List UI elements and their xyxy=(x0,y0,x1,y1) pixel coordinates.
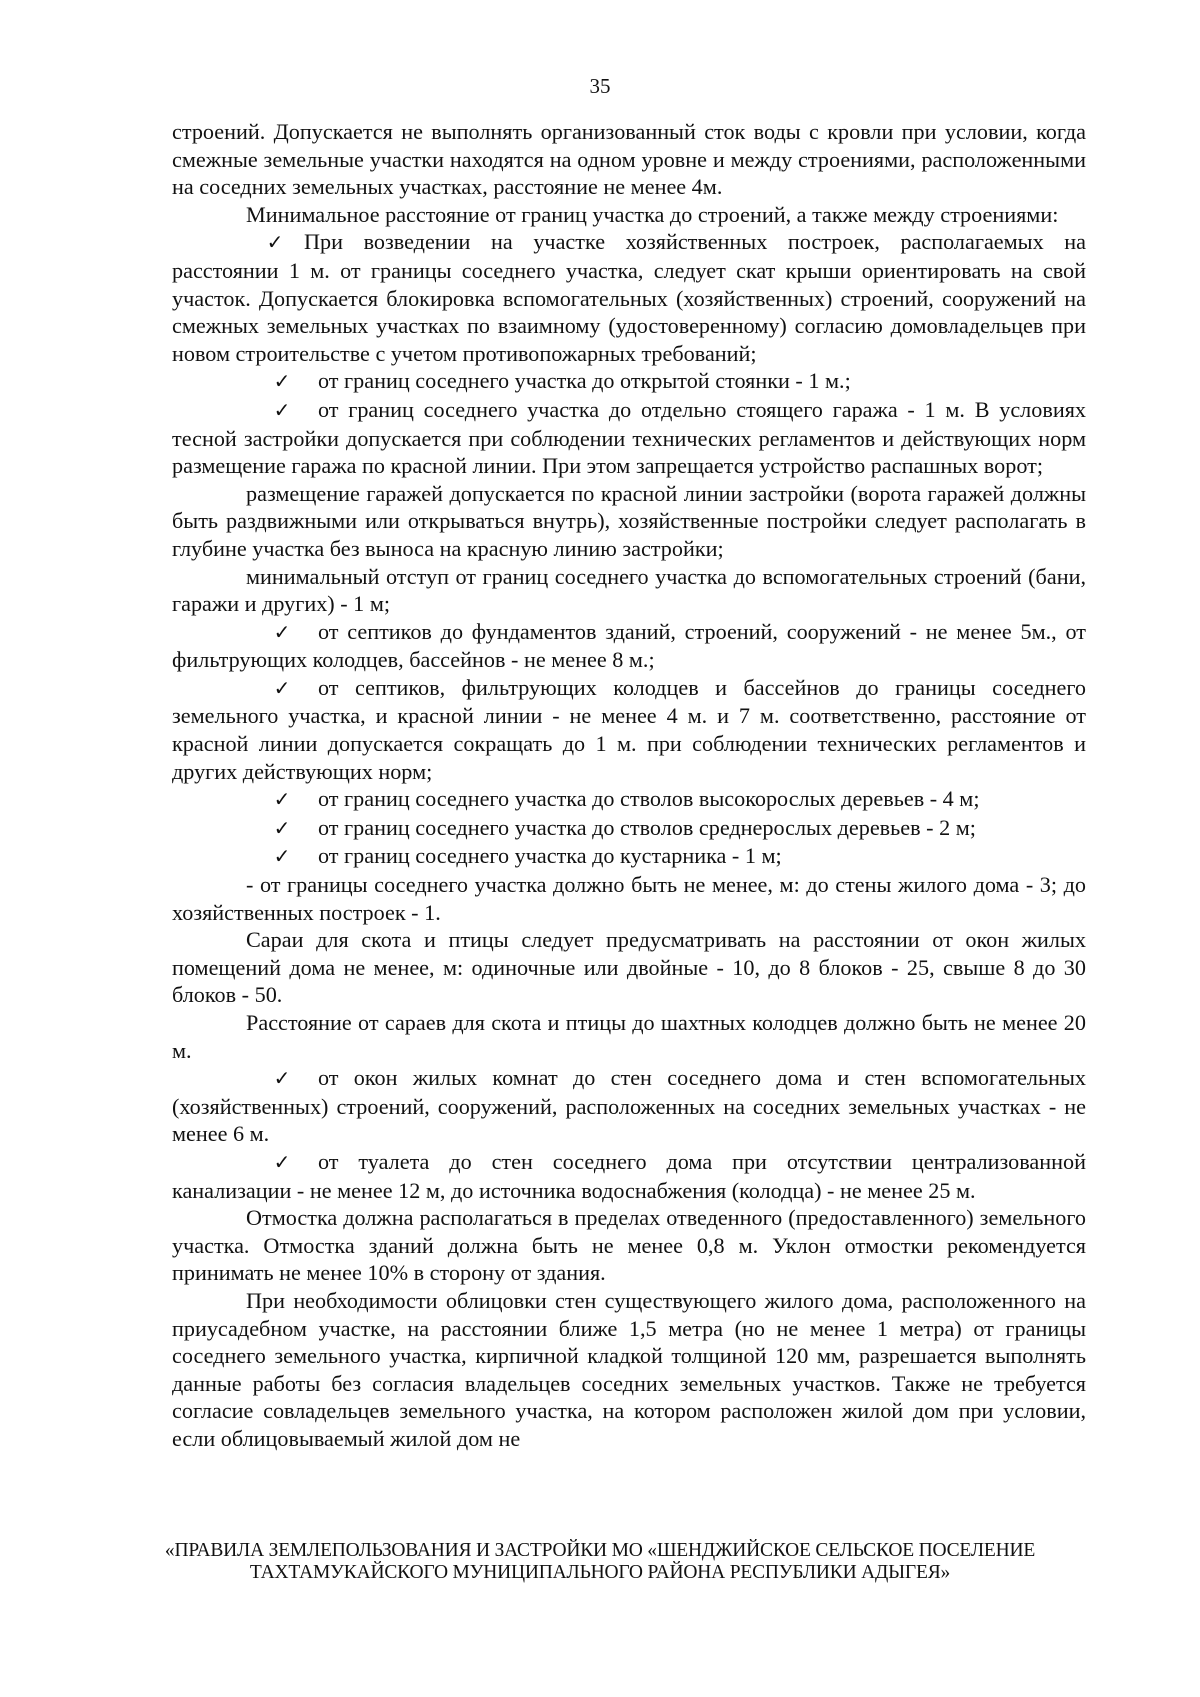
checklist-item-text: от туалета до стен соседнего дома при отсутствии централизованной канализации - не менее 12 м, до источника водоснабжения (колодца) - не менее 25 м. xyxy=(172,1148,1086,1203)
checklist-item-text: При возведении на участке хозяйственных построек, располагаемых на расстоянии 1 м. от границы соседнего участка, следует скат крыши ориентировать на свой участок. Допускается блокировка вспомогательных (хозяйственных) строений, сооружений на смежных земельных участках по взаимному (удостоверенному) согласию домовладельцев при новом строительстве с учетом противопожарных требований; xyxy=(172,229,1086,366)
check-icon: ✓ xyxy=(273,397,291,422)
checklist-item-text: от границ соседнего участка до кустарника - 1 м; xyxy=(318,843,782,869)
checklist-item xyxy=(172,228,1086,367)
checklist-item-text: от септиков до фундаментов зданий, строений, сооружений - не менее 5м., от фильтрующих колодцев, бассейнов - не менее 8 м.; xyxy=(172,618,1086,673)
checklist-item xyxy=(172,618,1086,674)
checklist-item-text: от границ соседнего участка до стволов высокорослых деревьев - 4 м; xyxy=(318,786,980,812)
document-footer xyxy=(0,1540,1200,1584)
check-icon: ✓ xyxy=(266,230,284,255)
paragraph: Отмостка должна располагаться в пределах отведенного (предоставленного) земельного участка. Отмостка зданий должна быть не менее 0,8 м. Уклон отмостки рекомендуется принимать не менее 10% в сторону от здания. xyxy=(172,1205,1086,1286)
paragraph: Сараи для скота и птицы следует предусматривать на расстоянии от окон жилых помещений дома не менее, м: одиночные или двойные - 10, до 8 блоков - 25, свыше 8 до 30 блоков - 50. xyxy=(172,927,1086,1008)
checklist-item-text: от границ соседнего участка до открытой стоянки - 1 м.; xyxy=(318,368,851,394)
page-number: 35 xyxy=(589,74,611,98)
paragraph: Расстояние от сараев для скота и птицы до шахтных колодцев должно быть не менее 20 м. xyxy=(172,1010,1086,1063)
check-icon: ✓ xyxy=(273,1066,291,1091)
checklist-item xyxy=(172,1148,1086,1204)
paragraph: Минимальное расстояние от границ участка до строений, а также между строениями: xyxy=(246,201,1059,227)
checklist-item xyxy=(172,396,1086,480)
check-icon: ✓ xyxy=(273,1149,291,1174)
body-text xyxy=(172,118,1086,1453)
footer-line-2: ТАХТАМУКАЙСКОГО МУНИЦИПАЛЬНОГО РАЙОНА РЕСПУБЛИКИ АДЫГЕЯ» xyxy=(249,1562,951,1583)
check-icon: ✓ xyxy=(273,787,291,812)
paragraph: минимальный отступ от границ соседнего участка до вспомогательных строений (бани, гаражи и других) - 1 м; xyxy=(172,563,1086,617)
check-icon: ✓ xyxy=(273,369,291,394)
checklist-item xyxy=(172,785,1086,814)
checklist-item xyxy=(172,674,1086,785)
checklist-item xyxy=(172,814,1086,843)
paragraph: При необходимости облицовки стен существующего жилого дома, расположенного на приусадебном участке, на расстоянии ближе 1,5 метра (но не менее 1 метра) от границы соседнего земельного участка, кирпичной кладкой толщиной 120 мм, разрешается выполнять данные работы без согласия владельцев соседних земельных участков. Также не требуется согласие совладельцев земельного участка, на котором расположен жилой дом при условии, если облицовываемый жилой дом не xyxy=(172,1287,1086,1451)
paragraph: строений. Допускается не выполнять организованный сток воды с кровли при условии, когда смежные земельные участки находятся на одном уровне и между строениями, расположенными на соседних земельных участках, расстояние не менее 4м. xyxy=(172,119,1086,200)
checklist-item xyxy=(172,842,1086,871)
checklist-item-text: от септиков, фильтрующих колодцев и бассейнов до границы соседнего земельного участка, и красной линии - не менее 4 м. и 7 м. соответственно, расстояние от красной линии допускается сокращать до 1 м. при соблюдении технических регламентов и других действующих норм; xyxy=(172,674,1086,784)
check-icon: ✓ xyxy=(273,815,291,840)
footer-line-1: «ПРАВИЛА ЗЕМЛЕПОЛЬЗОВАНИЯ И ЗАСТРОЙКИ МО «ШЕНДЖИЙСКОЕ СЕЛЬСКОЕ ПОСЕЛЕНИЕ xyxy=(164,1540,1036,1561)
paragraph: размещение гаражей допускается по красной линии застройки (ворота гаражей должны быть раздвижными или открываться внутрь), хозяйственные постройки следует располагать в глубине участка без выноса на красную линию застройки; xyxy=(172,480,1086,561)
checklist-item-text: от границ соседнего участка до стволов среднерослых деревьев - 2 м; xyxy=(318,814,976,840)
check-icon: ✓ xyxy=(273,675,291,700)
checklist-item-text: от границ соседнего участка до отдельно стоящего гаража - 1 м. В условиях тесной застройки допускается при соблюдении технических регламентов и действующих норм размещение гаража по красной линии. При этом запрещается устройство распашных ворот; xyxy=(172,396,1086,479)
checklist-item-text: от окон жилых комнат до стен соседнего дома и стен вспомогательных (хозяйственных) строений, сооружений, расположенных на соседних земельных участках - не менее 6 м. xyxy=(172,1065,1086,1147)
paragraph: - от границы соседнего участка должно быть не менее, м: до стены жилого дома - 3; до хозяйственных построек - 1. xyxy=(172,872,1086,925)
checklist-item xyxy=(172,1064,1086,1148)
checklist-item xyxy=(172,367,1086,396)
check-icon: ✓ xyxy=(273,619,291,644)
check-icon: ✓ xyxy=(273,844,291,869)
